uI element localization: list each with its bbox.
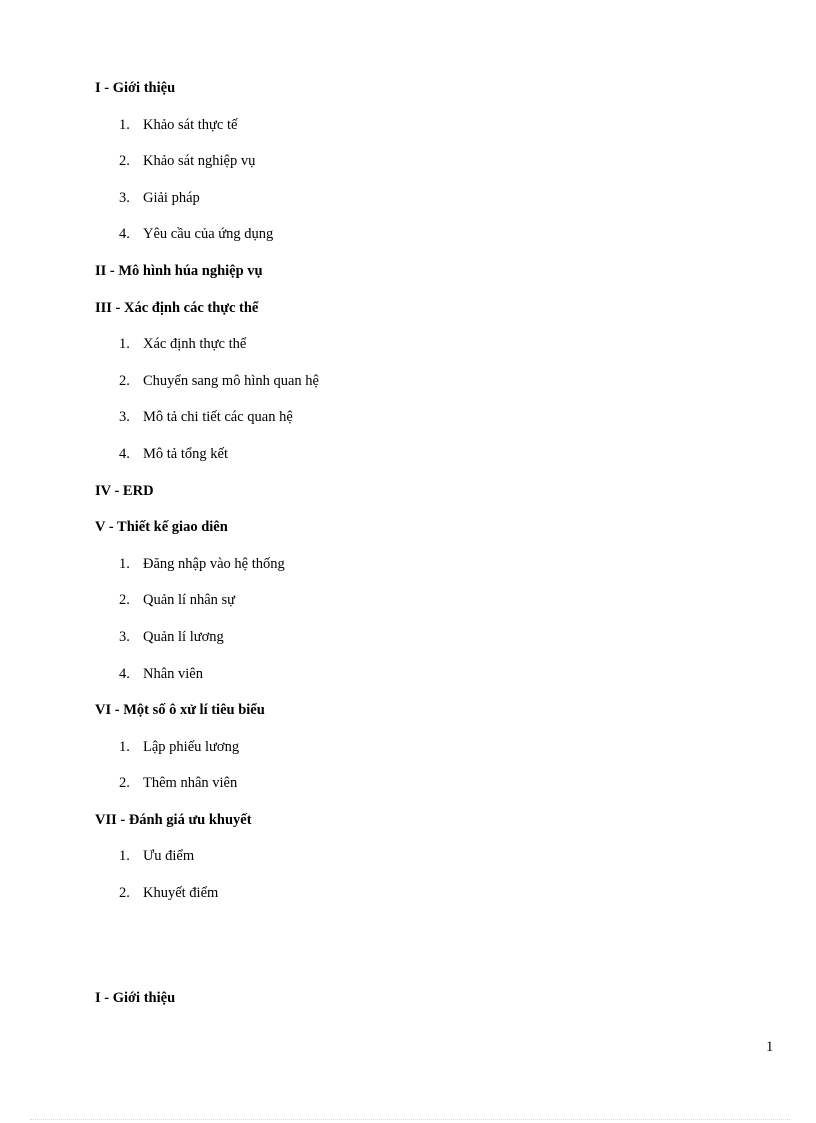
toc-item-label: Lập phiếu lương — [143, 738, 240, 755]
toc-item-label: Giải pháp — [143, 189, 200, 206]
toc-item-label: Xác định thực thể — [143, 336, 247, 353]
toc-item — [95, 845, 735, 882]
toc-item-number: 1. — [119, 116, 130, 133]
toc-item — [95, 443, 735, 480]
toc-item-number: 4. — [119, 226, 130, 243]
toc-item-number: 3. — [119, 409, 130, 426]
toc-item-number: 4. — [119, 445, 130, 462]
toc-item-number: 1. — [119, 738, 130, 755]
toc-item-label: Khảo sát thực tế — [143, 116, 238, 133]
toc-item-label: Đăng nhập vào hệ thống — [143, 555, 285, 572]
toc-item-number: 3. — [119, 189, 130, 206]
toc-item-label: Mô tả tổng kết — [143, 445, 228, 462]
toc-item — [95, 406, 735, 443]
toc-item-label: Nhân viên — [143, 665, 203, 682]
toc-item — [95, 626, 735, 663]
toc-item-number: 2. — [119, 153, 130, 170]
toc-item-label: Chuyển sang mô hình quan hệ — [143, 372, 319, 389]
toc-item — [95, 882, 735, 919]
toc-item-number: 1. — [119, 848, 130, 865]
toc-item — [95, 150, 735, 187]
page-number: 1 — [766, 1039, 774, 1055]
toc-item — [95, 187, 735, 224]
toc-item-number: 1. — [119, 555, 130, 572]
toc-item-label: Ưu điểm — [143, 848, 195, 865]
toc-heading: IV - ERD — [95, 482, 154, 499]
toc-item — [95, 736, 735, 773]
toc-item-label: Quản lí nhân sự — [143, 592, 236, 609]
toc-item — [95, 663, 735, 700]
toc-heading: VI - Một số ô xử lí tiêu biểu — [95, 702, 265, 719]
toc-item-number: 2. — [119, 885, 130, 902]
toc-item — [95, 772, 735, 809]
toc-item-number: 2. — [119, 592, 130, 609]
toc-item — [95, 114, 735, 151]
toc-heading: V - Thiết kế giao diên — [95, 519, 228, 536]
section-heading: I - Giới thiệu — [95, 990, 176, 1006]
table-of-contents — [95, 77, 735, 919]
toc-item — [95, 333, 735, 370]
toc-item — [95, 553, 735, 590]
toc-item-number: 2. — [119, 372, 130, 389]
toc-item-number: 2. — [119, 775, 130, 792]
toc-heading: III - Xác định các thực thể — [95, 299, 259, 316]
toc-item-label: Mô tả chi tiết các quan hệ — [143, 409, 293, 426]
toc-heading: II - Mô hình húa nghiệp vụ — [95, 262, 263, 279]
page-bottom-edge — [30, 1119, 790, 1120]
toc-item — [95, 370, 735, 407]
toc-item — [95, 223, 735, 260]
toc-item-number: 3. — [119, 628, 130, 645]
toc-item — [95, 589, 735, 626]
toc-item-number: 4. — [119, 665, 130, 682]
toc-item-number: 1. — [119, 336, 130, 353]
toc-item-label: Khuyết điểm — [143, 885, 219, 902]
toc-item-label: Yêu cầu của ứng dụng — [143, 226, 274, 243]
toc-heading: VII - Đánh giá ưu khuyết — [95, 811, 252, 828]
toc-item-label: Khảo sát nghiệp vụ — [143, 153, 256, 170]
toc-heading: I - Giới thiệu — [95, 80, 176, 96]
toc-item-label: Quản lí lương — [143, 628, 224, 645]
toc-item-label: Thêm nhân viên — [143, 775, 238, 792]
